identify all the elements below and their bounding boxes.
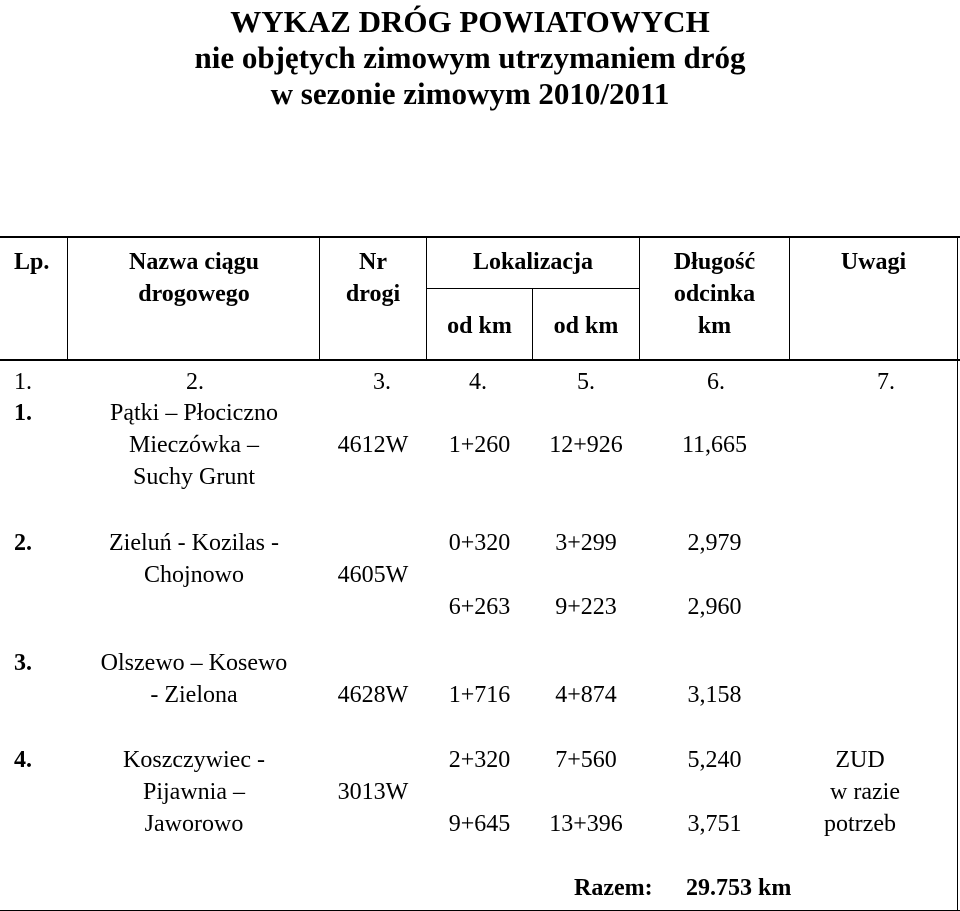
road-number: 4628W xyxy=(337,682,409,708)
road-name-line: Pątki – Płociczno xyxy=(110,400,278,426)
road-number: 4605W xyxy=(337,562,409,588)
column-number-6: 6. xyxy=(707,369,725,395)
segment-length: 5,240 xyxy=(687,747,742,773)
km-to: 13+396 xyxy=(549,811,623,837)
km-from: 9+645 xyxy=(448,811,511,837)
header-od-km-1: od km xyxy=(447,313,512,339)
road-name-line: Olszewo – Kosewo xyxy=(100,650,288,676)
km-from: 1+716 xyxy=(448,682,511,708)
km-from: 0+320 xyxy=(448,530,511,556)
column-number-5: 5. xyxy=(577,369,595,395)
header-lp: Lp. xyxy=(14,249,50,275)
remarks-line: w razie xyxy=(830,779,900,805)
remarks-line: ZUD xyxy=(835,747,885,773)
segment-length: 3,751 xyxy=(687,811,742,837)
title-line-1: WYKAZ DRÓG POWIATOWYCH xyxy=(230,4,710,39)
total-value: 29.753 km xyxy=(686,875,792,901)
header-bottom-border xyxy=(0,359,960,361)
km-to: 4+874 xyxy=(555,682,617,708)
row-lp: 3. xyxy=(14,650,32,676)
column-number-1: 1. xyxy=(14,369,32,395)
row-lp: 2. xyxy=(14,530,32,556)
road-name-line: Zieluń - Kozilas - xyxy=(109,530,279,556)
column-number-3: 3. xyxy=(373,369,391,395)
km-to: 7+560 xyxy=(555,747,617,773)
km-from: 6+263 xyxy=(448,594,511,620)
row-lp: 1. xyxy=(14,400,32,426)
segment-length: 2,979 xyxy=(687,530,742,556)
segment-length: 2,960 xyxy=(687,594,742,620)
column-number-2: 2. xyxy=(186,369,204,395)
segment-length: 11,665 xyxy=(681,432,748,458)
road-name-line: - Zielona xyxy=(150,682,238,708)
remarks-line: potrzeb xyxy=(824,811,896,837)
header-lokalizacja: Lokalizacja xyxy=(473,249,593,275)
header-nr-line-1: Nr xyxy=(359,249,387,275)
header-dlugosc-line-3: km xyxy=(697,313,732,339)
road-name-line: Koszczywiec - xyxy=(123,747,265,773)
header-nazwa-line-1: Nazwa ciągu xyxy=(129,249,259,275)
total-label: Razem: xyxy=(574,875,653,901)
road-name-line: Chojnowo xyxy=(143,562,244,588)
km-to: 3+299 xyxy=(555,530,617,556)
title-line-3: w sezonie zimowym 2010/2011 xyxy=(270,76,670,111)
km-to: 9+223 xyxy=(555,594,617,620)
table-border-top xyxy=(0,236,960,238)
document-title xyxy=(0,4,940,112)
column-number-4: 4. xyxy=(469,369,487,395)
column-number-7: 7. xyxy=(877,369,895,395)
title-line-2: nie objętych zimowym utrzymaniem dróg xyxy=(194,40,746,75)
road-name-line: Pijawnia – xyxy=(143,779,245,805)
header-dlugosc-line-2: odcinka xyxy=(673,281,756,307)
row-lp: 4. xyxy=(14,747,32,773)
header-nr-line-2: drogi xyxy=(345,281,401,307)
road-number: 4612W xyxy=(337,432,409,458)
lokalizacja-divider xyxy=(426,288,640,289)
segment-length: 3,158 xyxy=(687,682,742,708)
header-od-km-2: od km xyxy=(553,313,619,339)
km-from: 2+320 xyxy=(448,747,511,773)
road-name-line: Jaworowo xyxy=(144,811,244,837)
header-nazwa-line-2: drogowego xyxy=(138,281,250,307)
km-to: 12+926 xyxy=(549,432,623,458)
road-number: 3013W xyxy=(337,779,409,805)
header-dlugosc-line-1: Długość xyxy=(673,249,756,275)
km-from: 1+260 xyxy=(448,432,511,458)
table-border-right xyxy=(957,236,958,911)
road-name-line: Mieczówka – xyxy=(129,432,259,458)
header-uwagi: Uwagi xyxy=(840,249,907,275)
road-name-line: Suchy Grunt xyxy=(133,464,255,490)
